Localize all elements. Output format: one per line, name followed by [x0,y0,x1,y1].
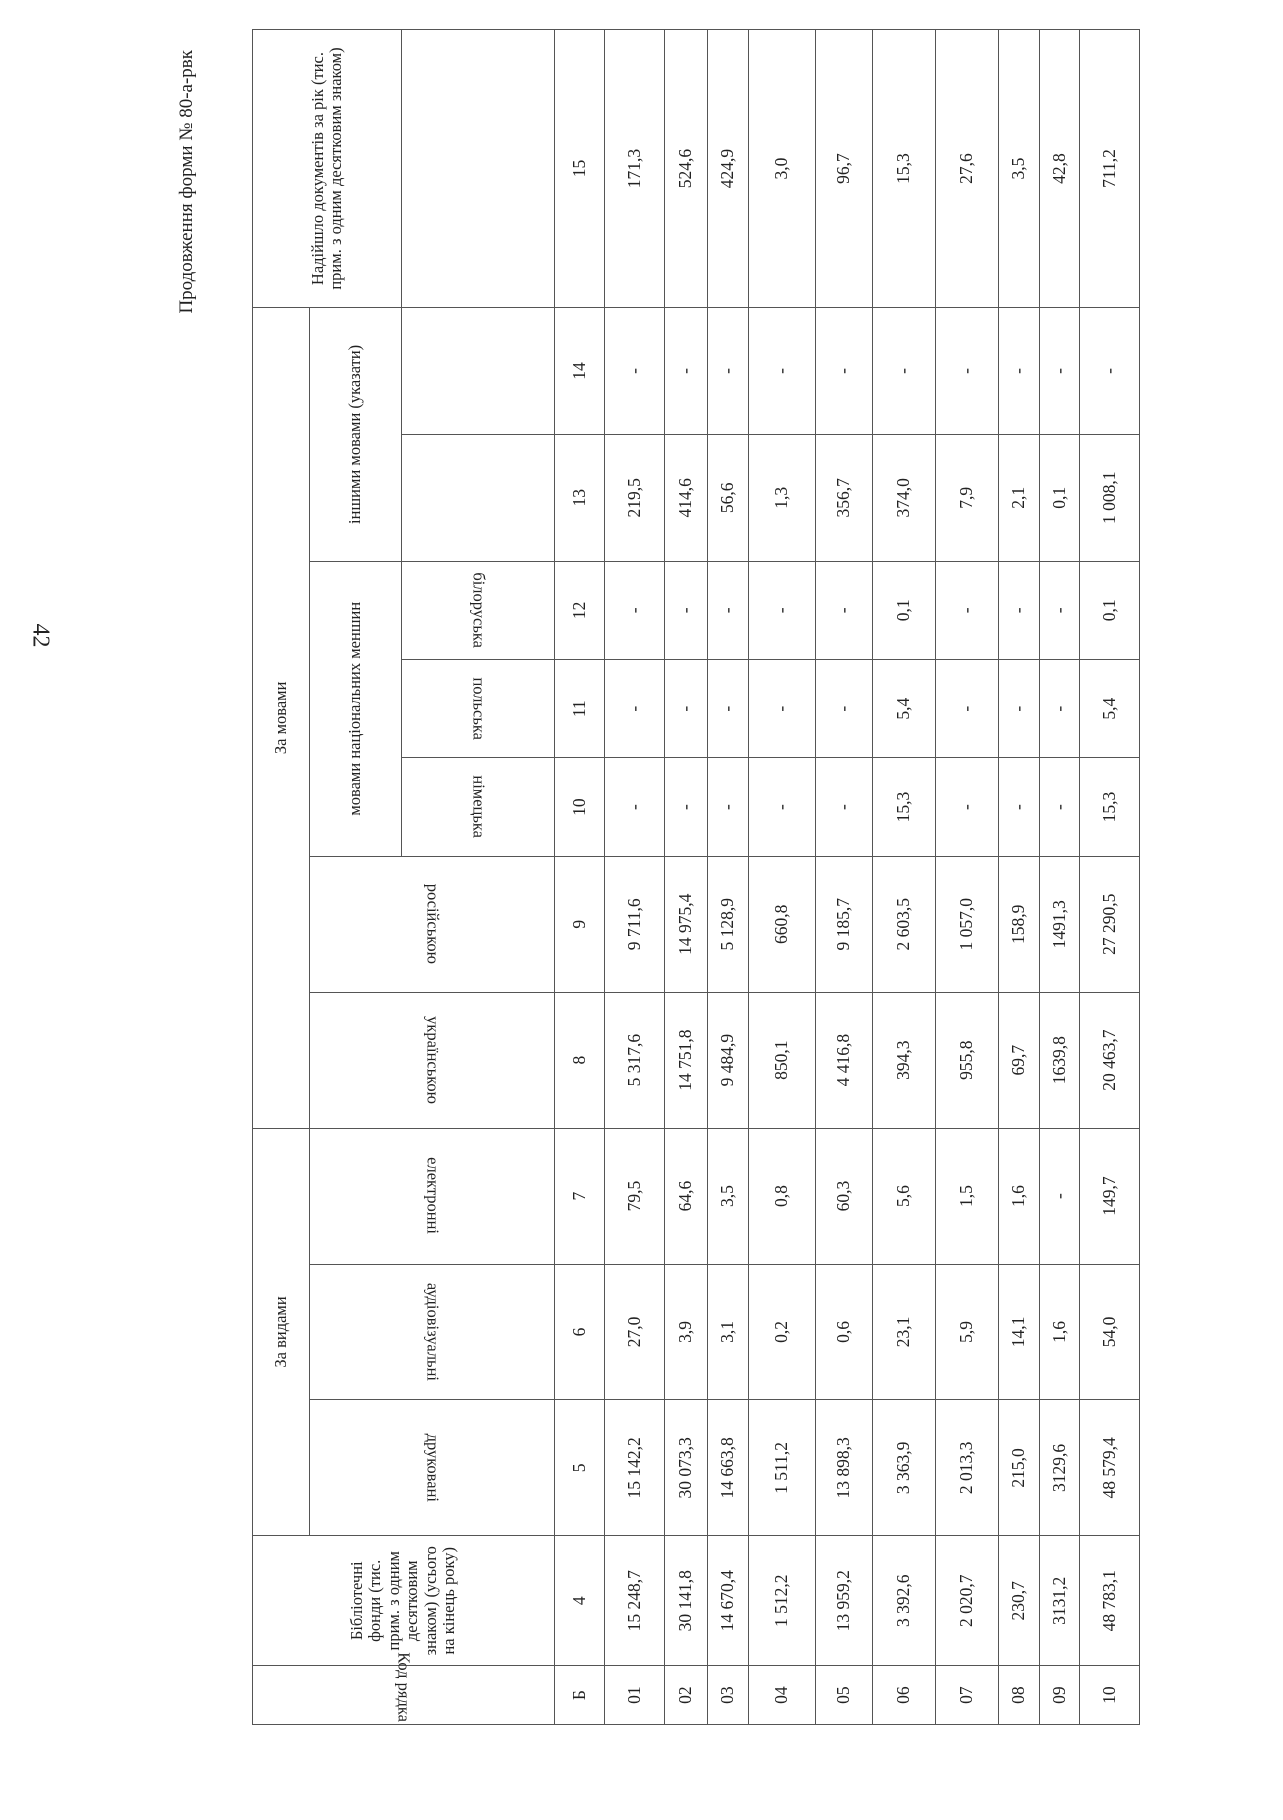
table-cell: - [708,660,748,758]
table-cell: 0,2 [748,1264,816,1400]
table-cell: 15 248,7 [604,1536,664,1666]
table-cell: 2 013,3 [936,1400,999,1536]
column-number-cell: 11 [554,660,604,758]
table-cell: 158,9 [999,856,1039,992]
table-cell: 9 711,6 [604,856,664,992]
table-cell: 5,4 [872,660,935,758]
column-number-cell: 5 [554,1400,604,1536]
header-received: Надійшло документів за рік (тис. прим. з одним десятковим знаком) [253,30,402,308]
table-cell: 79,5 [604,1128,664,1264]
table-cell: - [664,660,708,758]
table-cell: - [999,561,1039,659]
table-cell: 524,6 [664,30,708,308]
table-cell: 1 057,0 [936,856,999,992]
header-electronic: електронні [309,1128,554,1264]
table-cell: 5,6 [872,1128,935,1264]
table-cell: 356,7 [816,434,873,561]
column-number-cell: 15 [554,30,604,308]
table-cell: 1 511,2 [748,1400,816,1536]
table-cell: 9 484,9 [708,992,748,1128]
table-cell: 30 073,3 [664,1400,708,1536]
table-cell: 3,5 [999,30,1039,308]
library-funds-table [252,29,1140,1725]
table-cell: 3,0 [748,30,816,308]
table-row [604,30,664,1725]
table-cell: 219,5 [604,434,664,561]
table-cell: 69,7 [999,992,1039,1128]
header-row-code: Код рядка [253,1666,555,1725]
column-number-cell: 4 [554,1536,604,1666]
table-cell: 5,9 [936,1264,999,1400]
table-cell: 48 579,4 [1079,1400,1139,1536]
table-cell: - [816,308,873,435]
table-body [554,30,1139,1725]
table-cell: 27,0 [604,1264,664,1400]
table-cell: - [708,308,748,435]
table-cell: - [1039,308,1079,435]
header-library-funds: Бібліотечні фонди (тис. прим. з одним десятковим знаком) (усього на кінець року) [253,1536,555,1666]
form-continuation-heading: Продовження форми № 80-а-рвк [176,50,197,314]
table-cell: - [1039,561,1079,659]
table-cell: 15 142,2 [604,1400,664,1536]
table-cell: - [999,660,1039,758]
header-other-languages: іншими мовами (указати) [309,308,402,562]
table-cell: 2,1 [999,434,1039,561]
table-cell: 05 [816,1666,873,1725]
header-printed: друковані [309,1400,554,1536]
table-cell: - [664,308,708,435]
header-audiovisual: аудіовізуальні [309,1264,554,1400]
table-cell: 15,3 [872,30,935,308]
header-by-types: За видами [253,1128,310,1536]
table-cell: 414,6 [664,434,708,561]
table-cell: 27 290,5 [1079,856,1139,992]
table-cell: 09 [1039,1666,1079,1725]
table-cell: 955,8 [936,992,999,1128]
table-cell: 14 663,8 [708,1400,748,1536]
column-number-cell: 10 [554,758,604,856]
table-cell: 04 [748,1666,816,1725]
table-cell: - [708,758,748,856]
table-cell: 1491,3 [1039,856,1079,992]
header-polish: польська [402,660,555,758]
table-cell: - [748,308,816,435]
table-cell: 1 008,1 [1079,434,1139,561]
header-ukrainian: українською [309,992,554,1128]
table-cell: 56,6 [708,434,748,561]
table-cell: 60,3 [816,1128,873,1264]
table-cell: 14,1 [999,1264,1039,1400]
table-cell: - [999,758,1039,856]
column-number-cell: 8 [554,992,604,1128]
table-cell: 5 317,6 [604,992,664,1128]
table-cell: 10 [1079,1666,1139,1725]
table-cell: - [708,561,748,659]
table-row [872,30,935,1725]
table-cell: - [872,308,935,435]
header-minority-languages: мовами національних меншин [309,561,402,856]
table-cell: - [936,660,999,758]
table-cell: - [816,660,873,758]
table-cell: 42,8 [1039,30,1079,308]
table-cell: 23,1 [872,1264,935,1400]
table-cell: 0,1 [1039,434,1079,561]
table-row [1039,30,1079,1725]
table-cell: 06 [872,1666,935,1725]
table-cell: 64,6 [664,1128,708,1264]
table-cell: 230,7 [999,1536,1039,1666]
table-cell: - [664,758,708,856]
table-cell: 1,5 [936,1128,999,1264]
column-number-cell: 7 [554,1128,604,1264]
header-belarusian: білоруська [402,561,555,659]
column-number-cell: 9 [554,856,604,992]
table-cell: 3,1 [708,1264,748,1400]
table-row [748,30,816,1725]
table-cell: 03 [708,1666,748,1725]
table-cell: 711,2 [1079,30,1139,308]
table-cell: 3,5 [708,1128,748,1264]
table-cell: 215,0 [999,1400,1039,1536]
table-cell: - [816,561,873,659]
table-row [999,30,1039,1725]
table-cell: 5,4 [1079,660,1139,758]
page-number: 42 [27,623,54,648]
table-cell: 54,0 [1079,1264,1139,1400]
table-cell: - [936,758,999,856]
table-cell: 3 392,6 [872,1536,935,1666]
table-row [664,30,708,1725]
table-row [936,30,999,1725]
column-number-cell: 6 [554,1264,604,1400]
table-cell: 1,3 [748,434,816,561]
table-cell: 02 [664,1666,708,1725]
table-cell: 14 670,4 [708,1536,748,1666]
table-row [1079,30,1139,1725]
table-cell: 07 [936,1666,999,1725]
table-cell: 3129,6 [1039,1400,1079,1536]
table-cell: - [604,561,664,659]
table-cell: 5 128,9 [708,856,748,992]
table-cell: 171,3 [604,30,664,308]
table-cell: 30 141,8 [664,1536,708,1666]
table-cell: 0,1 [872,561,935,659]
table-cell: 149,7 [1079,1128,1139,1264]
table-cell: 1 512,2 [748,1536,816,1666]
table-cell: 27,6 [936,30,999,308]
column-number-cell: 14 [554,308,604,435]
table-cell: 0,1 [1079,561,1139,659]
table-cell: 394,3 [872,992,935,1128]
table-cell: 01 [604,1666,664,1725]
header-by-languages: За мовами [253,308,310,1129]
table-cell: - [748,561,816,659]
table-cell: 3,9 [664,1264,708,1400]
table-cell: - [1039,1128,1079,1264]
table-cell: 96,7 [816,30,873,308]
table-cell: 14 751,8 [664,992,708,1128]
table-cell: 424,9 [708,30,748,308]
table-cell: 4 416,8 [816,992,873,1128]
table-cell: - [936,308,999,435]
table-cell: 15,3 [872,758,935,856]
table-cell: 14 975,4 [664,856,708,992]
table-cell: 20 463,7 [1079,992,1139,1128]
table-cell: 3 363,9 [872,1400,935,1536]
header-other-sub-1 [402,434,555,561]
table-cell: 13 959,2 [816,1536,873,1666]
table-cell: - [604,308,664,435]
header-german: німецька [402,758,555,856]
table-cell: 15,3 [1079,758,1139,856]
table-cell: 7,9 [936,434,999,561]
header-russian: російською [309,856,554,992]
table-row [816,30,873,1725]
table-cell: - [1039,758,1079,856]
header-other-sub-2 [402,308,555,435]
table-cell: - [664,561,708,659]
table-cell: 2 020,7 [936,1536,999,1666]
table-cell: - [604,758,664,856]
table-cell: 3131,2 [1039,1536,1079,1666]
table-cell: 1639,8 [1039,992,1079,1128]
table-cell: 48 783,1 [1079,1536,1139,1666]
table-cell: - [1039,660,1079,758]
table-cell: 0,8 [748,1128,816,1264]
table-cell: 660,8 [748,856,816,992]
table-cell: - [748,758,816,856]
table-row [708,30,748,1725]
table-cell: - [816,758,873,856]
header-received-sub [402,30,555,308]
column-number-cell: 12 [554,561,604,659]
table-cell: 2 603,5 [872,856,935,992]
table-cell: 850,1 [748,992,816,1128]
table-cell: - [604,660,664,758]
table-cell: - [748,660,816,758]
column-number-cell: Б [554,1666,604,1725]
table-cell: - [999,308,1039,435]
column-numbers-row [554,30,604,1725]
table-cell: 1,6 [1039,1264,1079,1400]
table-cell: 9 185,7 [816,856,873,992]
table-cell: 374,0 [872,434,935,561]
table-cell: 1,6 [999,1128,1039,1264]
column-number-cell: 13 [554,434,604,561]
table-cell: - [936,561,999,659]
table-cell: - [1079,308,1139,435]
table-cell: 13 898,3 [816,1400,873,1536]
table-cell: 0,6 [816,1264,873,1400]
table-cell: 08 [999,1666,1039,1725]
